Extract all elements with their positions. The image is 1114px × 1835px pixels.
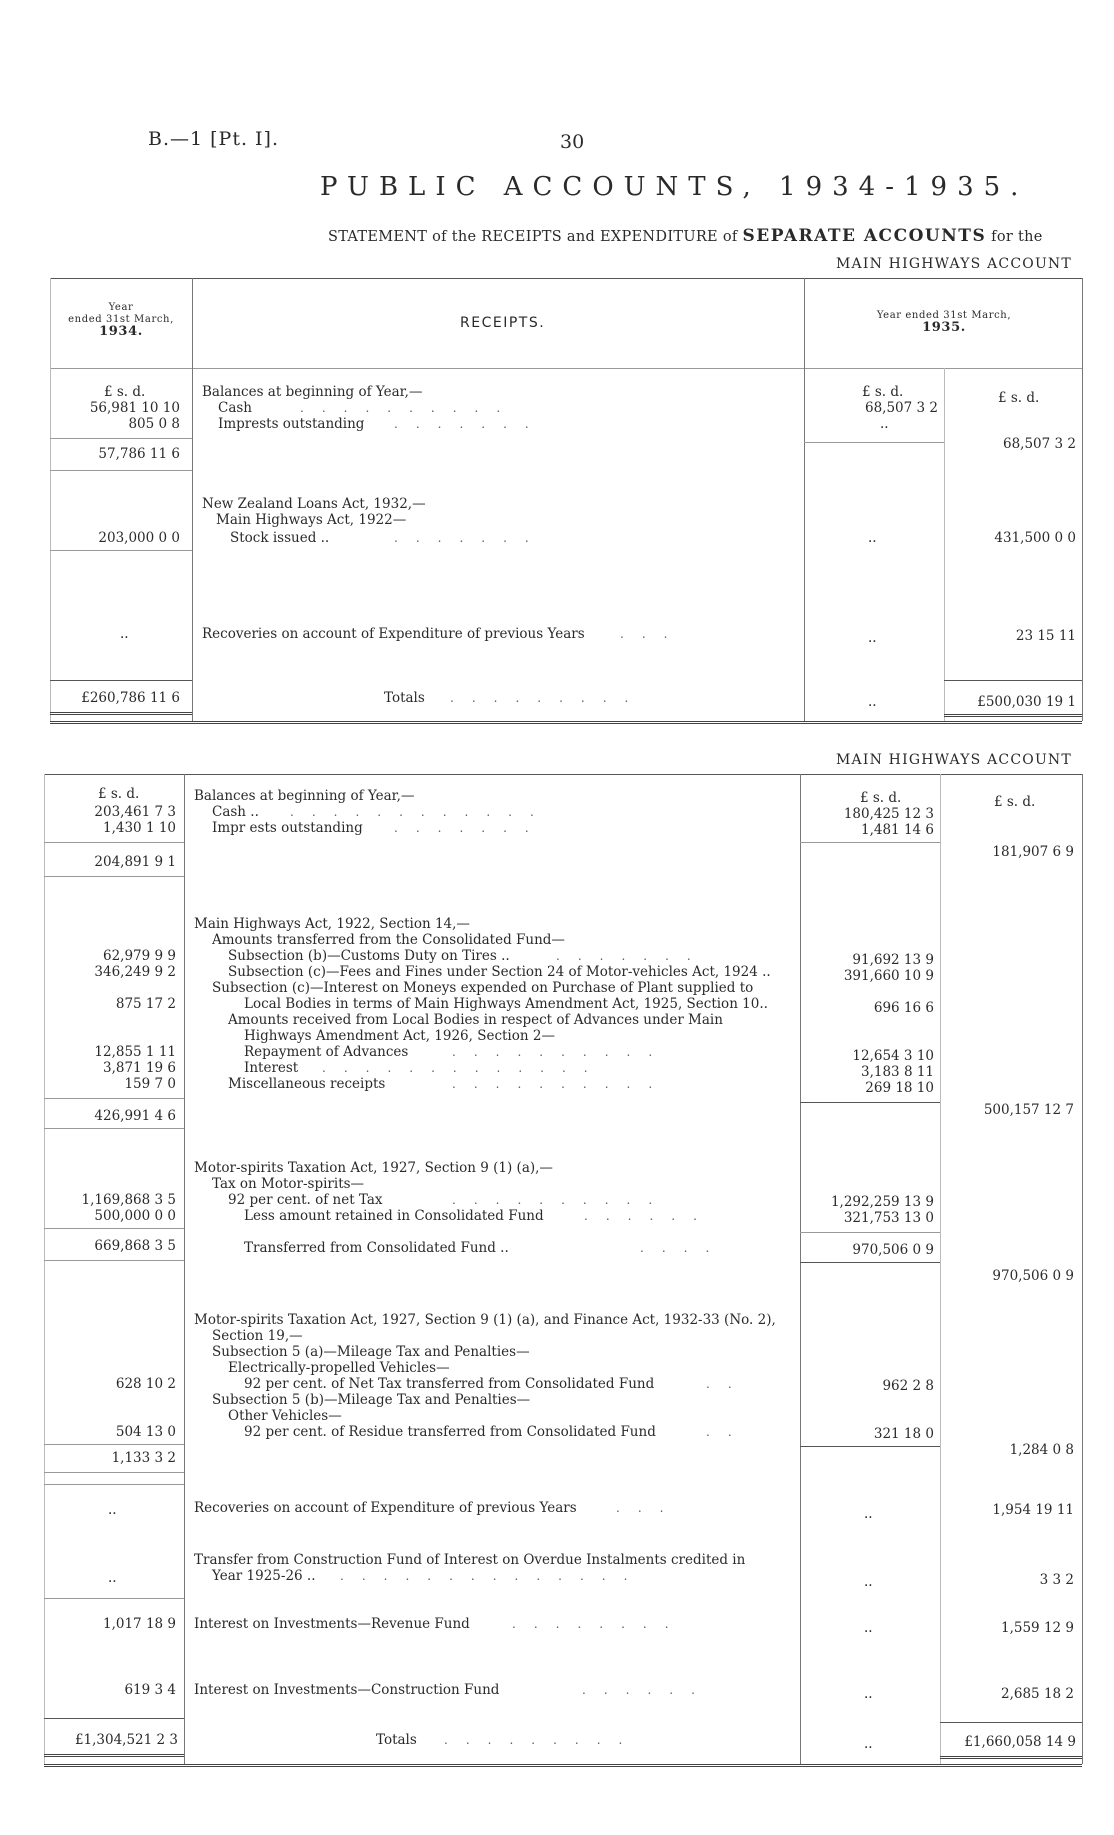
mh-4-curr: 391,660 10 9 <box>843 968 934 984</box>
totals-prev-2: £1,304,521 2 3 <box>74 1732 178 1748</box>
totals-prev: £260,786 11 6 <box>81 690 180 706</box>
totals-curr-2: £1,660,058 14 9 <box>964 1734 1076 1750</box>
balances-prev-total: 57,786 11 6 <box>98 446 180 462</box>
mh-line-9: Miscellaneous receipts <box>228 1076 386 1092</box>
receipts-header: RECEIPTS. <box>460 315 546 331</box>
mh-9-prev: 159 7 0 <box>124 1076 176 1092</box>
impressts-label: Imprests outstanding <box>218 416 365 432</box>
interest-construction-label: Interest on Investments—Construction Fund <box>194 1682 500 1698</box>
mt-line-6: Subsection 5 (b)—Mileage Tax and Penalties— <box>212 1392 531 1408</box>
totals-label: Totals <box>384 690 425 706</box>
mh-8-prev: 3,871 19 6 <box>103 1060 176 1076</box>
nzl-prev: 203,000 0 0 <box>98 530 180 546</box>
recoveries-mid-2: .. <box>864 1506 873 1522</box>
ms-5-curr: 970,506 0 9 <box>852 1242 934 1258</box>
mh-prev-total: 426,991 4 6 <box>94 1108 176 1124</box>
balances-curr-total: 68,507 3 2 <box>1003 436 1076 452</box>
mt-line-5: 92 per cent. of Net Tax transferred from Consolidated Fund <box>244 1376 655 1392</box>
transfer-mid: .. <box>864 1574 873 1590</box>
nzl-mid: .. <box>868 530 877 546</box>
mh-curr-total: 500,157 12 7 <box>983 1102 1074 1118</box>
units-prev-2: £ s. d. <box>98 786 140 802</box>
impressts-prev-2: 1,430 1 10 <box>103 820 176 836</box>
balances-heading-2: Balances at beginning of Year,— <box>194 788 415 804</box>
interest-construction-curr: 2,685 18 2 <box>1001 1686 1074 1702</box>
statement-heading <box>328 226 1043 246</box>
mh-line-5b: Local Bodies in terms of Main Highways Amendment Act, 1925, Section 10.. <box>244 996 768 1012</box>
mh-line-4: Subsection (c)—Fees and Fines under Section 24 of Motor-vehicles Act, 1924 .. <box>228 964 771 980</box>
units-prev: £ s. d. <box>104 384 146 400</box>
account-title: MAIN HIGHWAYS ACCOUNT <box>836 256 1072 272</box>
page-number: 30 <box>560 131 585 153</box>
nzl-line-3: Stock issued .. <box>230 530 330 546</box>
mh-line-1: Main Highways Act, 1922, Section 14,— <box>194 916 470 932</box>
mt-8-curr: 321 18 0 <box>873 1426 934 1442</box>
impressts-curr-2: 1,481 14 6 <box>861 822 934 838</box>
nzl-line-1: New Zealand Loans Act, 1932,— <box>202 496 426 512</box>
ms-line-5: Transferred from Consolidated Fund .. <box>244 1240 509 1256</box>
mh-4-prev: 346,249 9 2 <box>94 964 176 980</box>
impressts-curr: .. <box>880 416 889 432</box>
totals-label-2: Totals <box>376 1732 417 1748</box>
ms-5-prev: 669,868 3 5 <box>94 1238 176 1254</box>
mt-line-2: Section 19,— <box>212 1328 303 1344</box>
mh-line-2: Amounts transferred from the Consolidated Fund— <box>212 932 565 948</box>
impressts-prev: 805 0 8 <box>128 416 180 432</box>
ms-4-curr: 321,753 13 0 <box>843 1210 934 1226</box>
ms-line-3: 92 per cent. of net Tax <box>228 1192 383 1208</box>
cash-curr-2: 180,425 12 3 <box>843 806 934 822</box>
col-prev-header: Year ended 31st March, 1934. <box>68 302 174 339</box>
interest-construction-prev: 619 3 4 <box>124 1682 176 1698</box>
statement-text-c: for the <box>991 229 1043 245</box>
totals-mid: .. <box>868 694 877 710</box>
mh-3-curr: 91,692 13 9 <box>852 952 934 968</box>
ms-line-4: Less amount retained in Consolidated Fund <box>244 1208 544 1224</box>
mt-line-4: Electrically-propelled Vehicles— <box>228 1360 450 1376</box>
recoveries-prev-2: .. <box>108 1502 117 1518</box>
transfer-line-2: Year 1925-26 .. <box>212 1568 316 1584</box>
cash-curr: 68,507 3 2 <box>865 400 938 416</box>
page-title: PUBLIC ACCOUNTS, 1934-1935. <box>320 172 1029 202</box>
ms-4-prev: 500,000 0 0 <box>94 1208 176 1224</box>
impressts-label-2: Impr ests outstanding <box>212 820 363 836</box>
recoveries-prev: .. <box>120 626 129 642</box>
mh-8-curr: 3,183 8 11 <box>861 1064 934 1080</box>
ms-3-curr: 1,292,259 13 9 <box>830 1194 934 1210</box>
cash-label-2: Cash .. <box>212 804 259 820</box>
mh-line-3: Subsection (b)—Customs Duty on Tires .. <box>228 948 510 964</box>
transfer-line-1: Transfer from Construction Fund of Interest on Overdue Instalments credited in <box>194 1552 746 1568</box>
mt-line-8: 92 per cent. of Residue transferred from Consolidated Fund <box>244 1424 656 1440</box>
mt-curr-total: 1,284 0 8 <box>1009 1442 1074 1458</box>
recoveries-label: Recoveries on account of Expenditure of previous Years <box>202 626 585 642</box>
document-reference: B.—1 [Pt. I]. <box>148 128 279 150</box>
mh-5-prev: 875 17 2 <box>115 996 176 1012</box>
recoveries-label-2: Recoveries on account of Expenditure of previous Years <box>194 1500 577 1516</box>
balances-curr-total-2: 181,907 6 9 <box>992 844 1074 860</box>
units-mid-2: £ s. d. <box>860 790 902 806</box>
balances-heading: Balances at beginning of Year,— <box>202 384 423 400</box>
units-curr-2: £ s. d. <box>994 794 1036 810</box>
cash-label: Cash <box>218 400 253 416</box>
interest-revenue-mid: .. <box>864 1620 873 1636</box>
mh-line-6a: Amounts received from Local Bodies in respect of Advances under Main <box>228 1012 723 1028</box>
mh-5-curr: 696 16 6 <box>873 1000 934 1016</box>
ms-3-prev: 1,169,868 3 5 <box>81 1192 176 1208</box>
mh-7-prev: 12,855 1 11 <box>94 1044 176 1060</box>
mt-5-prev: 628 10 2 <box>115 1376 176 1392</box>
mh-line-6b: Highways Amendment Act, 1926, Section 2— <box>244 1028 555 1044</box>
balances-prev-total-2: 204,891 9 1 <box>94 854 176 870</box>
transfer-curr: 3 3 2 <box>1039 1572 1074 1588</box>
mt-5-curr: 962 2 8 <box>882 1378 934 1394</box>
mh-line-7: Repayment of Advances <box>244 1044 409 1060</box>
recoveries-curr-2: 1,954 19 11 <box>992 1502 1074 1518</box>
cash-prev-2: 203,461 7 3 <box>94 804 176 820</box>
interest-revenue-curr: 1,559 12 9 <box>1001 1620 1074 1636</box>
units-mid: £ s. d. <box>862 384 904 400</box>
nzl-line-2: Main Highways Act, 1922— <box>216 512 407 528</box>
totals-curr: £500,030 19 1 <box>977 694 1076 710</box>
mh-9-curr: 269 18 10 <box>865 1080 934 1096</box>
mt-line-1: Motor-spirits Taxation Act, 1927, Section 9 (1) (a), and Finance Act, 1932-33 (No. 2), <box>194 1312 776 1328</box>
mh-7-curr: 12,654 3 10 <box>852 1048 934 1064</box>
ms-line-2: Tax on Motor-spirits— <box>212 1176 365 1192</box>
mt-line-7: Other Vehicles— <box>228 1408 342 1424</box>
mt-prev-total: 1,133 3 2 <box>111 1450 176 1466</box>
interest-construction-mid: .. <box>864 1686 873 1702</box>
ms-curr-total: 970,506 0 9 <box>992 1268 1074 1284</box>
transfer-prev: .. <box>108 1570 117 1586</box>
recoveries-curr: 23 15 11 <box>1015 628 1076 644</box>
account-title-2: MAIN HIGHWAYS ACCOUNT <box>836 752 1072 768</box>
mh-3-prev: 62,979 9 9 <box>103 948 176 964</box>
mt-8-prev: 504 13 0 <box>115 1424 176 1440</box>
mh-line-8: Interest <box>244 1060 299 1076</box>
statement-text-b: SEPARATE ACCOUNTS <box>742 226 987 246</box>
mh-line-5a: Subsection (c)—Interest on Moneys expended on Purchase of Plant supplied to <box>212 980 754 996</box>
interest-revenue-label: Interest on Investments—Revenue Fund <box>194 1616 470 1632</box>
mt-line-3: Subsection 5 (a)—Mileage Tax and Penalties— <box>212 1344 530 1360</box>
interest-revenue-prev: 1,017 18 9 <box>103 1616 176 1632</box>
units-curr: £ s. d. <box>998 390 1040 406</box>
totals-mid-2: .. <box>864 1736 873 1752</box>
recoveries-mid: .. <box>868 630 877 646</box>
cash-prev: 56,981 10 10 <box>89 400 180 416</box>
nzl-curr: 431,500 0 0 <box>994 530 1076 546</box>
ms-line-1: Motor-spirits Taxation Act, 1927, Section 9 (1) (a),— <box>194 1160 553 1176</box>
statement-text-a: STATEMENT of the RECEIPTS and EXPENDITURE of <box>328 229 738 245</box>
col-curr-header: Year ended 31st March, 1935. <box>876 310 1012 335</box>
